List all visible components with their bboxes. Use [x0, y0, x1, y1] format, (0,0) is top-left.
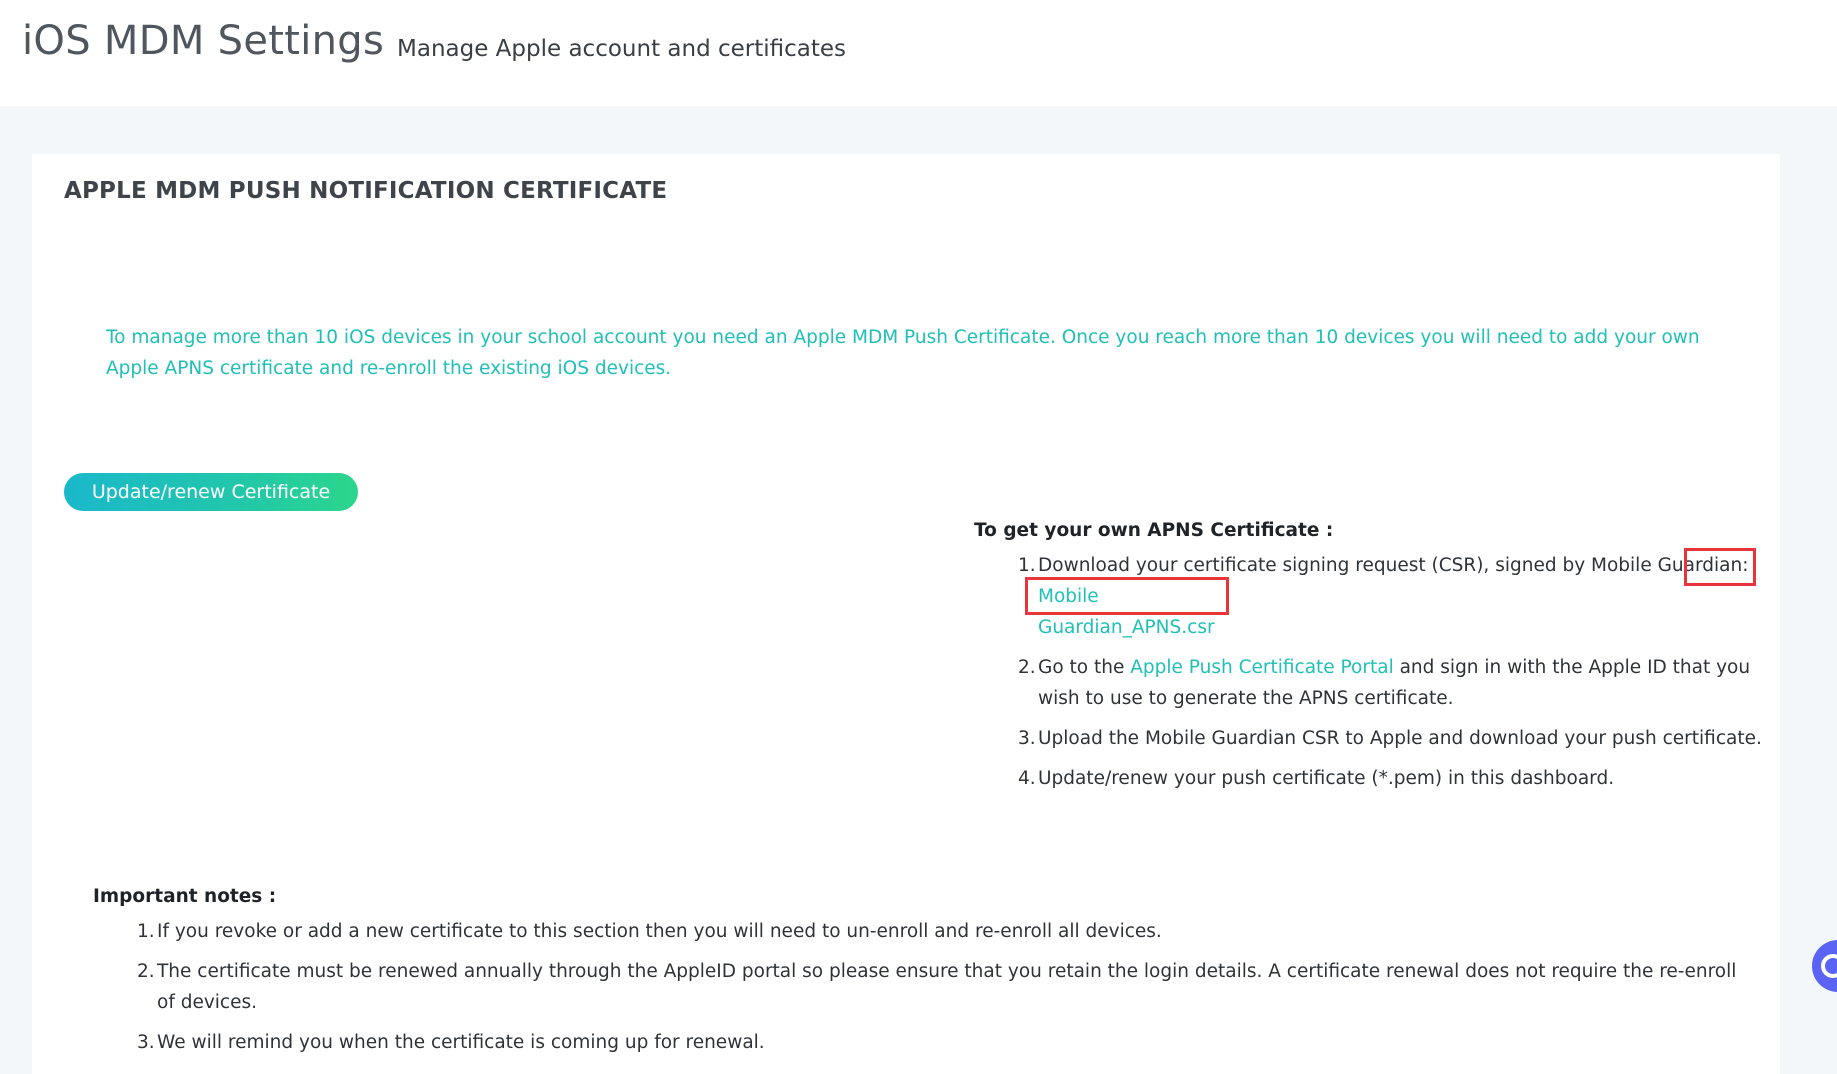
apple-push-portal-link[interactable]: Apple Push Certificate Portal	[1130, 657, 1394, 678]
step-number: 3.	[1018, 728, 1036, 749]
list-item	[1018, 723, 1764, 754]
apns-steps-list	[1018, 550, 1764, 794]
step-text: Update/renew your push certificate (*.pem) in this dashboard.	[1038, 768, 1615, 789]
notes-list	[137, 916, 1753, 1058]
step-text: Download your certificate signing request (CSR), signed by Mobile Guardian:	[1038, 555, 1749, 576]
step-text: Upload the Mobile Guardian CSR to Apple and download your push certificate.	[1038, 728, 1762, 749]
list-item	[1018, 550, 1764, 643]
page-header	[0, 0, 1837, 106]
info-text: To manage more than 10 iOS devices in your school account you need an Apple MDM Push Certificate. Once you reach more than 10 devices you will need to add your own Apple APNS certificate and re-enroll the existing iOS devices.	[106, 327, 1700, 379]
step-text: Go to the	[1038, 657, 1131, 678]
chat-icon	[1821, 954, 1837, 978]
page-title: iOS MDM Settings	[22, 18, 385, 64]
csr-download-link[interactable]: Mobile	[1038, 586, 1099, 607]
list-item	[137, 956, 1753, 1018]
step-number: 4.	[1018, 768, 1036, 789]
page-subtitle: Manage Apple account and certificates	[397, 36, 847, 62]
note-text: The certificate must be renewed annually through the AppleID portal so please ensure that you retain the login details. A certificate renewal does not require the re-enroll of devices.	[157, 961, 1737, 1013]
step-number: 1.	[1018, 555, 1036, 576]
help-chat-button[interactable]	[1812, 940, 1837, 992]
apns-instructions	[974, 520, 1764, 803]
step-number: 2.	[1018, 657, 1036, 678]
apns-heading: To get your own APNS Certificate :	[974, 520, 1334, 541]
list-item	[137, 916, 1753, 947]
note-number: 3.	[137, 1032, 155, 1053]
card-title: APPLE MDM PUSH NOTIFICATION CERTIFICATE	[64, 178, 668, 204]
csr-download-link-continued[interactable]: Guardian_APNS.csr	[1038, 617, 1215, 638]
list-item	[1018, 763, 1764, 794]
apns-certificate-card	[32, 154, 1780, 1074]
notes-heading: Important notes :	[93, 886, 277, 907]
step-text-after: and sign in with the Apple ID that you wish to use to generate the APNS certificate.	[1038, 657, 1751, 709]
note-number: 1.	[137, 921, 155, 942]
list-item	[137, 1027, 1753, 1058]
note-text: We will remind you when the certificate is coming up for renewal.	[157, 1032, 765, 1053]
important-notes	[93, 886, 1753, 1067]
update-renew-certificate-button[interactable]: Update/renew Certificate	[64, 473, 358, 511]
list-item	[1018, 652, 1764, 714]
note-text: If you revoke or add a new certificate to this section then you will need to un-enroll and re-enroll all devices.	[157, 921, 1162, 942]
note-number: 2.	[137, 961, 155, 982]
